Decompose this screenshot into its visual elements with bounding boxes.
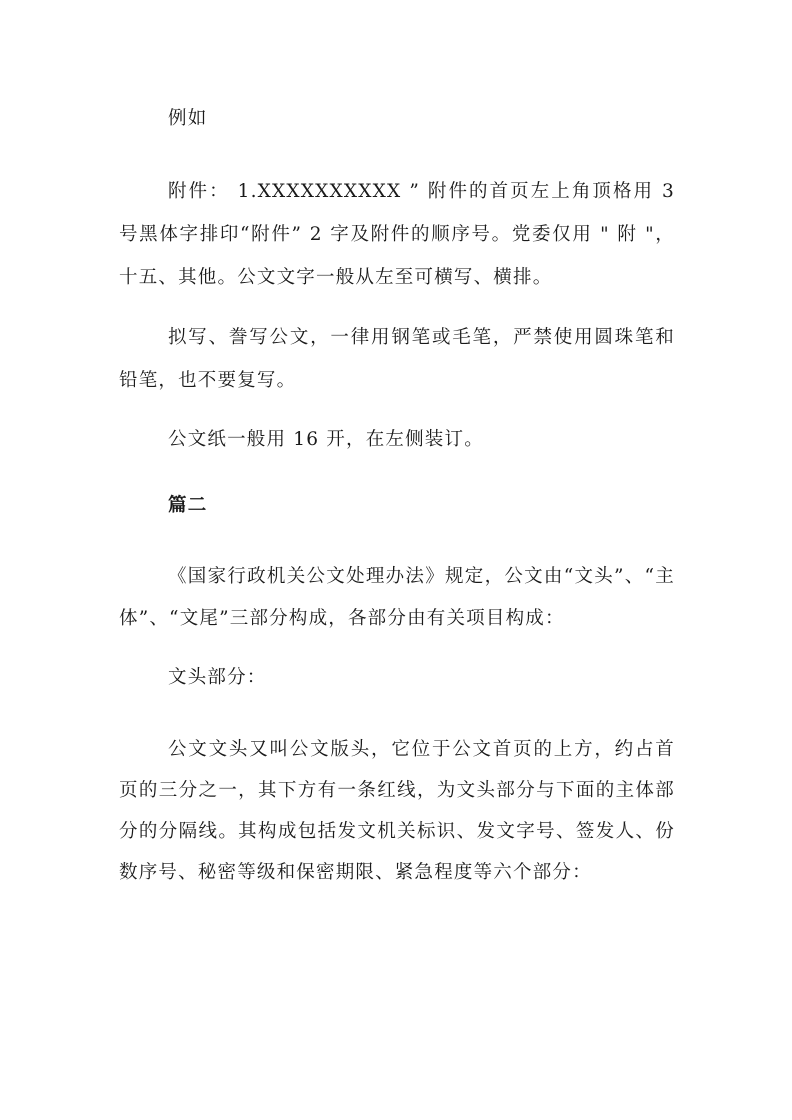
paragraph-header-description: 公文文头又叫公文版头，它位于公文首页的上方，约占首页的三分之一，其下方有一条红线，为文头部分与下面的主体部分的分隔线。其构成包括发文机关标识、发文字号、签发人、份数序号、秘密等级和保密期限、紧急程度等六个部分： bbox=[119, 739, 675, 883]
paragraph-example: 例如 bbox=[168, 108, 208, 129]
section-heading: 篇二 bbox=[168, 495, 208, 516]
paragraph-attachment: 附件： 1.XXXXXXXXXX ” 附件的首页左上角顶格用 3 号黑体字排印“附件” 2 字及附件的顺序号。党委仅用 " 附 "，十五、其他。公文文字一般从左至可横写、横排。 bbox=[119, 181, 675, 288]
paragraph-regulation: 《国家行政机关公文处理办法》规定，公文由“文头”、“主体”、“文尾”三部分构成，各部分由有关项目构成： bbox=[119, 566, 675, 629]
paragraph-paper: 公文纸一般用 16 开，在左侧装订。 bbox=[168, 429, 484, 450]
paragraph-writing: 拟写、誊写公文，一律用钢笔或毛笔，严禁使用圆珠笔和铅笔，也不要复写。 bbox=[119, 327, 675, 391]
paragraph-header-part: 文头部分： bbox=[168, 667, 267, 688]
